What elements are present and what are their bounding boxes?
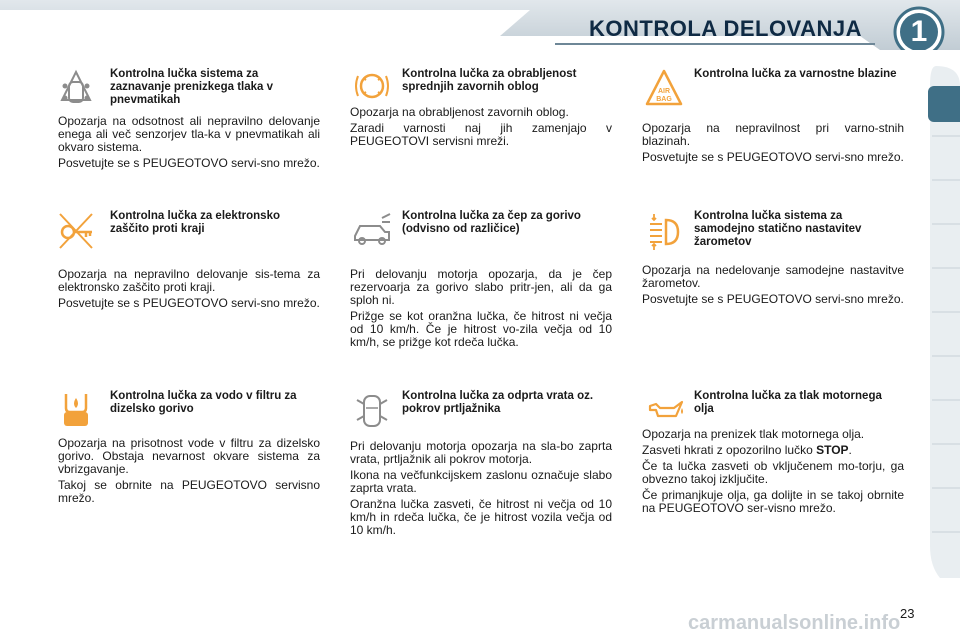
section-title-water-in-diesel: Kontrolna lučka za vodo v filtru za dizelsko gorivo — [110, 390, 297, 415]
section-title-immobiliser: Kontrolna lučka za elektronsko zaščito proti kraji — [110, 210, 280, 235]
door-open-icon — [352, 390, 392, 430]
chapter-tabs — [926, 66, 960, 578]
airbag-warning-icon — [644, 68, 684, 108]
section-title-oil-pressure: Kontrolna lučka za tlak motornega olja — [694, 390, 882, 415]
paragraph: Če primanjkuje olja, ga dolijte in se takoj obrnite na PEUGEOTOVO ser-visno mrežo. — [642, 488, 904, 515]
section-body-headlamp-leveling — [642, 264, 904, 309]
section-body-oil-pressure — [642, 428, 904, 518]
tyre-pressure-warning-icon — [56, 68, 96, 108]
section-body-door-open — [350, 440, 612, 540]
paragraph: Opozarja na nepravilnost pri varno-stnih blazinah. — [642, 121, 904, 148]
paragraph: Ikona na večfunkcijskem zaslonu označuje slabo zaprta vrata. — [350, 468, 612, 495]
chapter-number: 1 — [910, 15, 928, 48]
paragraph: Opozarja na nepravilno delovanje sis-tema za elektronsko zaščito proti kraji. — [58, 267, 320, 294]
oil-pressure-icon — [646, 388, 686, 428]
section-title-airbag: Kontrolna lučka za varnostne blazine — [694, 68, 897, 80]
paragraph: Pri delovanju motorja opozarja, da je čep rezervoarja za gorivo slabo pritr-jen, ali da ga sploh ni. — [350, 267, 612, 307]
page-header — [0, 0, 960, 50]
section-title-fuel-cap: Kontrolna lučka za čep za gorivo (odvisno od različice) — [402, 210, 581, 235]
paragraph: Če ta lučka zasveti ob vključenem mo-torju, ga obvezno takoj izključite. — [642, 459, 904, 486]
headlamp-leveling-icon — [644, 212, 684, 252]
section-title-tyre-pressure: Kontrolna lučka sistema za zaznavanje prenizkega tlaka v pnevmatikah — [110, 68, 273, 106]
stop-lead-text: Zasveti hkrati z opozorilno lučko — [642, 443, 817, 457]
paragraph: Prižge se kot oranžna lučka, če hitrost ni večja od 10 km/h. Če je hitrost vo-zila večja od 10 km/h, se prižge kot rdeča lučka. — [350, 309, 612, 349]
section-body-fuel-cap — [350, 268, 612, 352]
section-title-door-open: Kontrolna lučka za odprta vrata oz. pokrov prtljažnika — [402, 390, 594, 415]
stop-trail-text: . — [848, 443, 852, 457]
section-body-brake-pads — [350, 106, 612, 151]
page-title: KONTROLA DELOVANJA — [589, 16, 862, 41]
paragraph: Takoj se obrnite na PEUGEOTOVO servisno mrežo. — [58, 478, 320, 505]
section-body-water-in-diesel — [58, 437, 320, 508]
paragraph: Oranžna lučka zasveti, če hitrost ni večja od 10 km/h in rdeča lučka, če je hitrost vozila večja od 10 km/h. — [350, 497, 612, 537]
section-title-brake-pads: Kontrolna lučka za obrabljenost sprednjih zavornih oblog — [402, 68, 577, 93]
paragraph: Posvetujte se s PEUGEOTOVO servi-sno mrežo. — [642, 292, 904, 306]
active-chapter-tab[interactable] — [928, 86, 960, 122]
paragraph: Opozarja na prisotnost vode v filtru za dizelsko gorivo. Obstaja nevarnost okvare sistema za vbrizgavanje. — [58, 436, 320, 476]
brake-pads-icon — [352, 66, 392, 106]
section-body-tyre-pressure — [58, 115, 320, 173]
paragraph: Zaradi varnosti naj jih zamenjajo v PEUGEOTOVI servisni mreži. — [350, 121, 612, 148]
page-number: 23 — [900, 606, 915, 621]
section-body-immobiliser — [58, 268, 320, 313]
immobiliser-icon — [56, 210, 96, 250]
section-title-headlamp-leveling: Kontrolna lučka sistema za samodejno statično nastavitev žarometov — [694, 210, 862, 248]
paragraph: Posvetujte se s PEUGEOTOVO servi-sno mrežo. — [58, 156, 320, 170]
paragraph: Opozarja na odsotnost ali nepravilno delovanje enega ali več senzorjev tla-ka v pnevmatikah ali okvaro sistema. — [58, 114, 320, 154]
stop-keyword: STOP — [816, 443, 849, 457]
paragraph: Posvetujte se s PEUGEOTOVO servi-sno mrežo. — [642, 150, 904, 164]
section-body-airbag — [642, 122, 904, 167]
paragraph-stop — [642, 444, 904, 457]
svg-text:BAG: BAG — [656, 96, 672, 103]
water-in-diesel-icon — [56, 390, 96, 430]
paragraph: Opozarja na prenizek tlak motornega olja. — [642, 427, 865, 441]
paragraph: Pri delovanju motorja opozarja na sla-bo zaprta vrata, prtljažnik ali pokrov motorja. — [350, 439, 612, 466]
fuel-cap-icon — [352, 210, 392, 250]
paragraph: Opozarja na obrabljenost zavornih oblog. — [350, 105, 569, 119]
watermark: carmanualsonline.info — [688, 612, 901, 634]
paragraph: Opozarja na nedelovanje samodejne nastavitve žarometov. — [642, 263, 904, 290]
paragraph: Posvetujte se s PEUGEOTOVO servi-sno mrežo. — [58, 296, 320, 310]
svg-text:AIR: AIR — [657, 88, 671, 95]
